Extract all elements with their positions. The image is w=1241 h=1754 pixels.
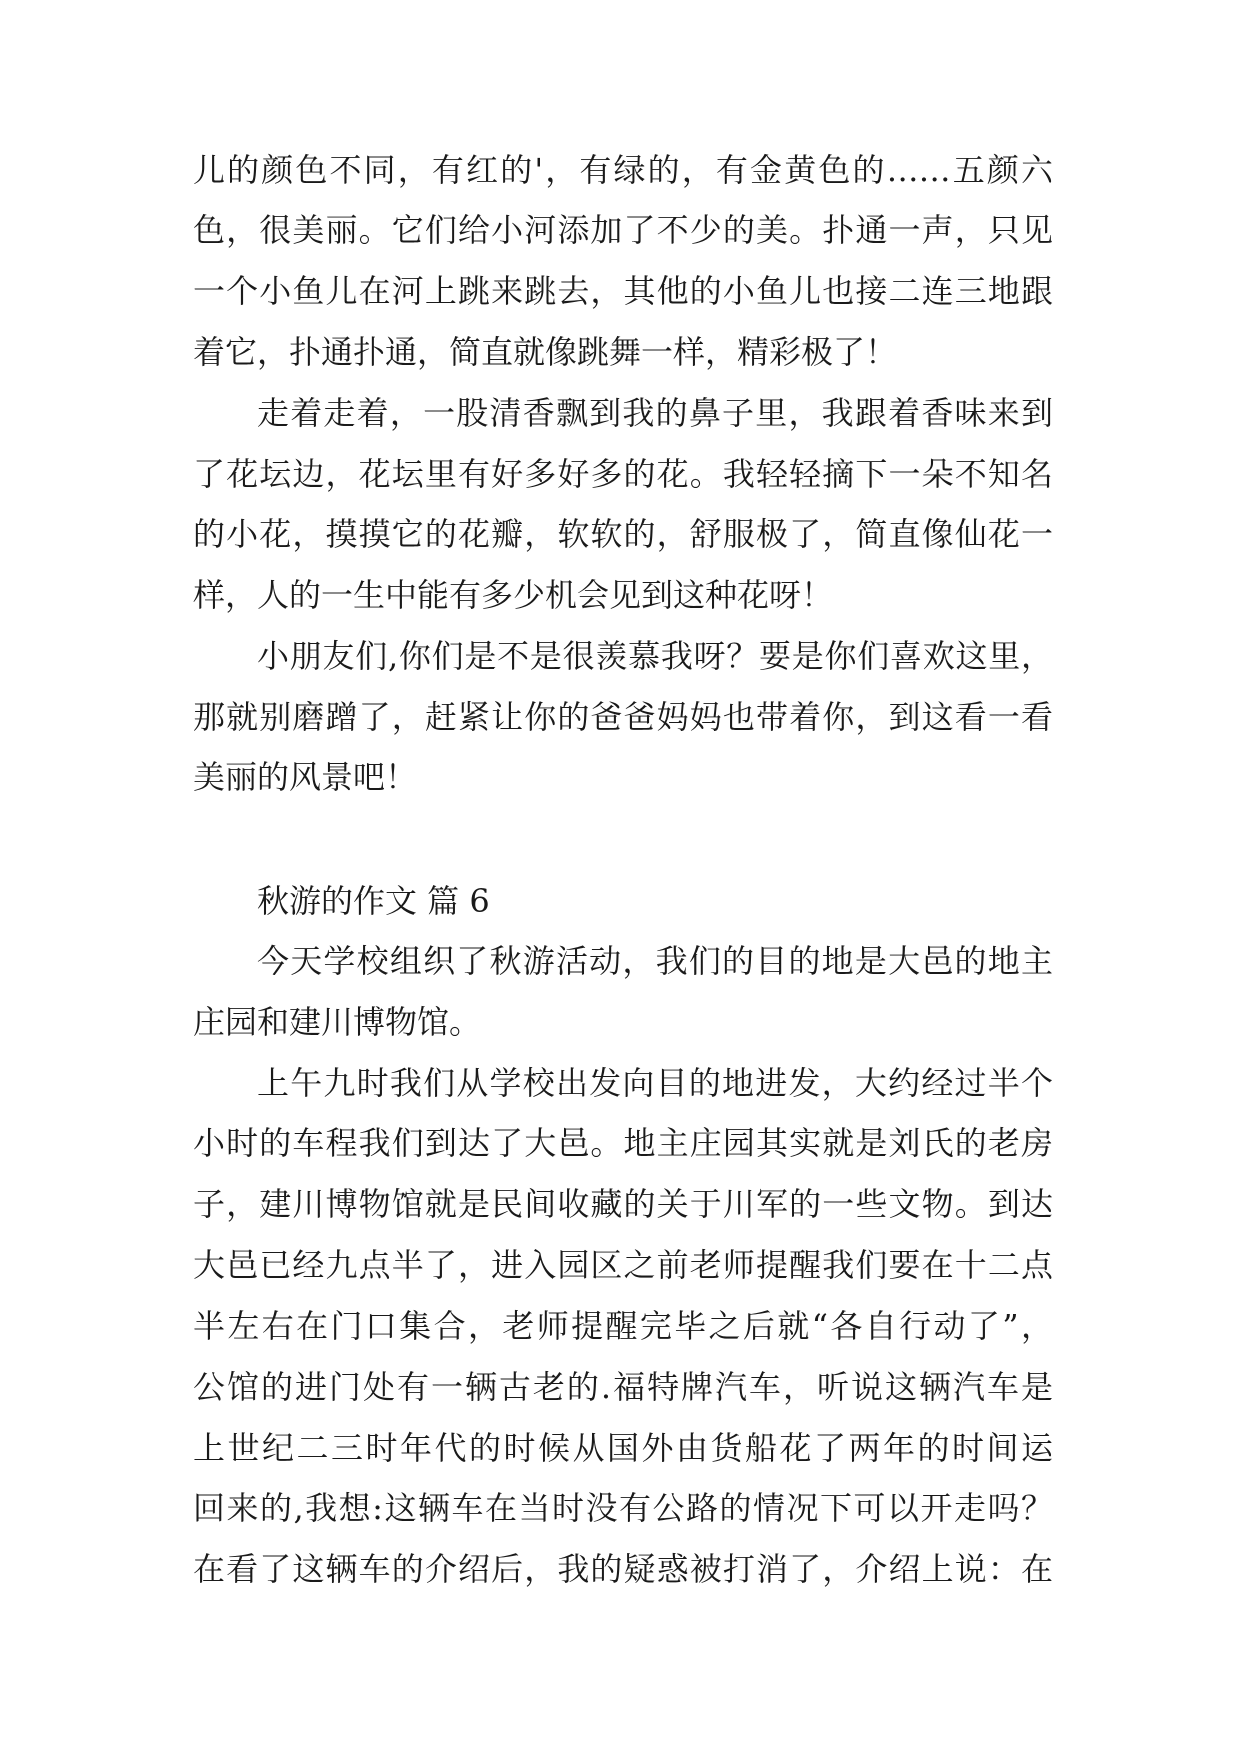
text-line: 在看了这辆车的介绍后，我的疑惑被打消了，介绍上说：在: [193, 1550, 1053, 1588]
text-line: 小朋友们,你们是不是很羡慕我呀？要是你们喜欢这里，: [257, 637, 1053, 675]
text-line: 今天学校组织了秋游活动，我们的目的地是大邑的地主: [257, 942, 1053, 980]
text-line: 了花坛边，花坛里有好多好多的花。我轻轻摘下一朵不知名: [193, 455, 1053, 493]
text-line: 那就别磨蹭了，赶紧让你的爸爸妈妈也带着你，到这看一看: [193, 698, 1053, 736]
section-heading: 秋游的作文 篇 6: [257, 882, 490, 920]
text-line: 上午九时我们从学校出发向目的地进发，大约经过半个: [257, 1064, 1053, 1102]
text-line: 美丽的风景吧！: [193, 758, 418, 796]
text-line: 庄园和建川博物馆。: [193, 1003, 482, 1041]
text-line: 回来的,我想:这辆车在当时没有公路的情况下可以开走吗？: [193, 1489, 1053, 1527]
text-line: 半左右在门口集合，老师提醒完毕之后就“各自行动了”，: [193, 1307, 1053, 1345]
text-line: 一个小鱼儿在河上跳来跳去，其他的小鱼儿也接二连三地跟: [193, 272, 1053, 310]
text-line: 大邑已经九点半了，进入园区之前老师提醒我们要在十二点: [193, 1246, 1053, 1284]
text-line: 子，建川博物馆就是民间收藏的关于川军的一些文物。到达: [193, 1185, 1053, 1223]
text-line: 上世纪二三时年代的时候从国外由货船花了两年的时间运: [193, 1429, 1053, 1467]
text-line: 儿的颜色不同，有红的'，有绿的，有金黄色的……五颜六: [193, 151, 1053, 189]
text-line: 走着走着，一股清香飘到我的鼻子里，我跟着香味来到: [257, 394, 1053, 432]
text-line: 公馆的进门处有一辆古老的.福特牌汽车，听说这辆汽车是: [193, 1368, 1053, 1406]
text-line: 着它，扑通扑通，简直就像跳舞一样，精彩极了！: [193, 333, 898, 371]
text-line: 色，很美丽。它们给小河添加了不少的美。扑通一声，只见: [193, 211, 1053, 249]
text-line: 的小花，摸摸它的花瓣，软软的，舒服极了，简直像仙花一: [193, 515, 1053, 553]
text-line: 小时的车程我们到达了大邑。地主庄园其实就是刘氏的老房: [193, 1124, 1053, 1162]
text-line: 样，人的一生中能有多少机会见到这种花呀！: [193, 576, 834, 614]
